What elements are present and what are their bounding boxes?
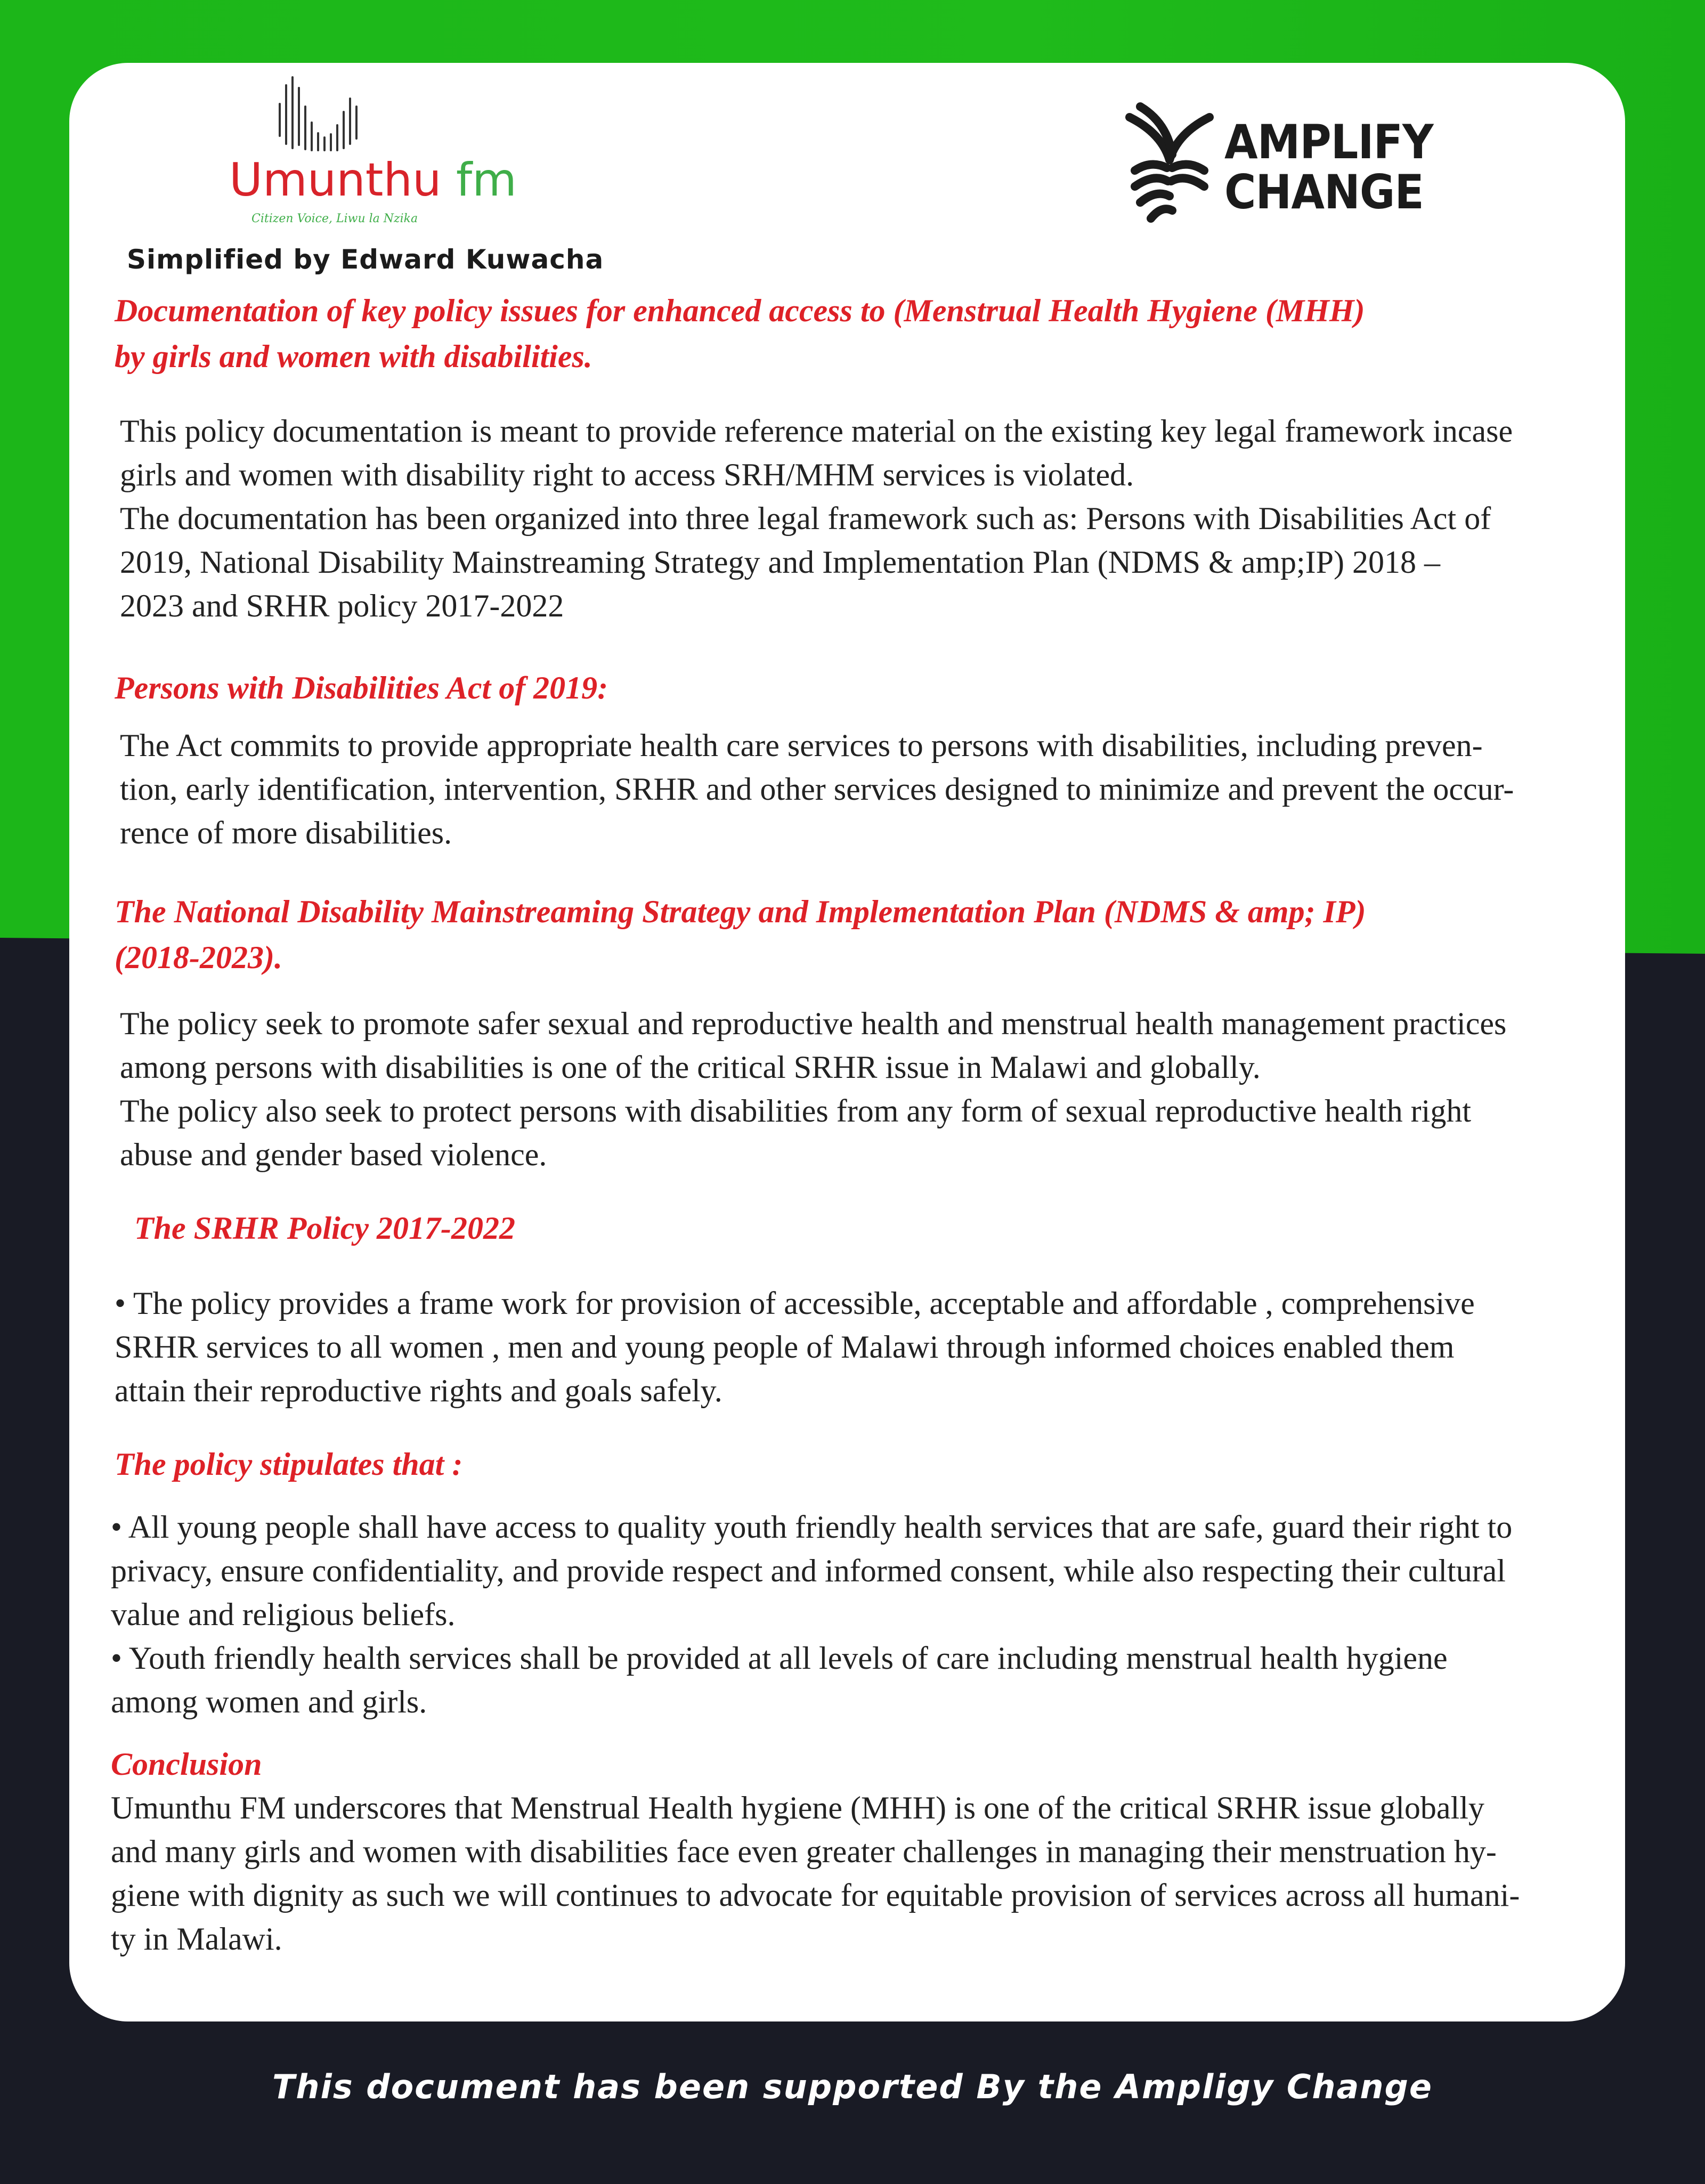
paragraph-line: ty in Malawi. [111, 1921, 282, 1956]
act-heading: Persons with Disabilities Act of 2019: [115, 670, 608, 705]
act-paragraph [120, 724, 1514, 855]
paragraph-line: giene with dignity as such we will continues to advocate for equitable provision of services across all humani- [111, 1878, 1520, 1913]
paragraph-line: The policy seek to promote safer sexual and reproductive health and menstrual health management practices [120, 1006, 1507, 1041]
stipulates-heading: The policy stipulates that : [115, 1447, 463, 1482]
srhr-heading: The SRHR Policy 2017-2022 [134, 1211, 515, 1246]
paragraph-line: The policy also seek to protect persons with disabilities from any form of sexual reproductive health right [120, 1093, 1471, 1128]
paragraph-line: 2023 and SRHR policy 2017-2022 [120, 588, 564, 623]
ndms-heading-line-2: (2018-2023). [115, 940, 282, 975]
ndms-paragraph [120, 1002, 1506, 1176]
paragraph-line: privacy, ensure confidentiality, and provide respect and informed consent, while also respecting their cultural [111, 1553, 1506, 1588]
paragraph-line: among women and girls. [111, 1684, 427, 1719]
paragraph-line: and many girls and women with disabilities face even greater challenges in managing their menstruation hy- [111, 1834, 1497, 1869]
paragraph-line: rence of more disabilities. [120, 815, 452, 850]
srhr-paragraph [115, 1281, 1475, 1412]
paragraph-line: 2019, National Disability Mainstreaming Strategy and Implementation Plan (NDMS & amp;IP) 2018 – [120, 545, 1440, 580]
paragraph-line: This policy documentation is meant to provide reference material on the existing key legal framework incase [120, 413, 1513, 449]
paragraph-line: tion, early identification, intervention, SRHR and other services designed to minimize and prevent the occur- [120, 772, 1514, 807]
paragraph-line: The documentation has been organized into three legal framework such as: Persons with Disabilities Act of [120, 501, 1491, 536]
paragraph-line: • Youth friendly health services shall be provided at all levels of care including menstrual health hygiene [111, 1641, 1448, 1676]
footer-credit: This document has been supported By the Ampligy Change [272, 2067, 1433, 2106]
intro-paragraph [120, 409, 1513, 628]
paragraph-line: attain their reproductive rights and goals safely. [115, 1373, 722, 1408]
paragraph-line: The Act commits to provide appropriate health care services to persons with disabilities, including preven- [120, 728, 1483, 763]
amplify-line1: AMPLIFY [1224, 115, 1433, 169]
paragraph-line: abuse and gender based violence. [120, 1137, 547, 1172]
ndms-heading [115, 889, 1366, 980]
paragraph-line: Umunthu FM underscores that Menstrual Health hygiene (MHH) is one of the critical SRHR issue globally [111, 1790, 1484, 1825]
umunthu-name: Umunthu [229, 153, 442, 207]
byline: Simplified by Edward Kuwacha [127, 244, 604, 275]
paragraph-line: value and religious beliefs. [111, 1597, 456, 1632]
paragraph-line: • The policy provides a frame work for provision of accessible, acceptable and affordable , comprehensive [115, 1286, 1475, 1321]
document-title [115, 288, 1365, 379]
amplify-line2: CHANGE [1224, 165, 1424, 220]
fm-name: fm [456, 153, 517, 207]
stipulates-paragraph [111, 1505, 1512, 1724]
title-line-2: by girls and women with disabilities. [115, 339, 592, 374]
conclusion-paragraph [111, 1786, 1520, 1961]
ndms-heading-line-1: The National Disability Mainstreaming Strategy and Implementation Plan (NDMS & amp; IP) [115, 894, 1366, 929]
title-line-1: Documentation of key policy issues for enhanced access to (Menstrual Health Hygiene (MHH) [115, 293, 1365, 328]
paragraph-line: among persons with disabilities is one of the critical SRHR issue in Malawi and globally. [120, 1050, 1261, 1085]
paragraph-line: girls and women with disability right to access SRH/MHM services is violated. [120, 457, 1134, 492]
paragraph-line: • All young people shall have access to quality youth friendly health services that are safe, guard their right to [111, 1509, 1513, 1545]
umunthu-tagline: Citizen Voice, Liwu la Nzika [251, 212, 418, 225]
paragraph-line: SRHR services to all women , men and young people of Malawi through informed choices enabled them [115, 1329, 1455, 1365]
conclusion-heading: Conclusion [111, 1747, 262, 1782]
